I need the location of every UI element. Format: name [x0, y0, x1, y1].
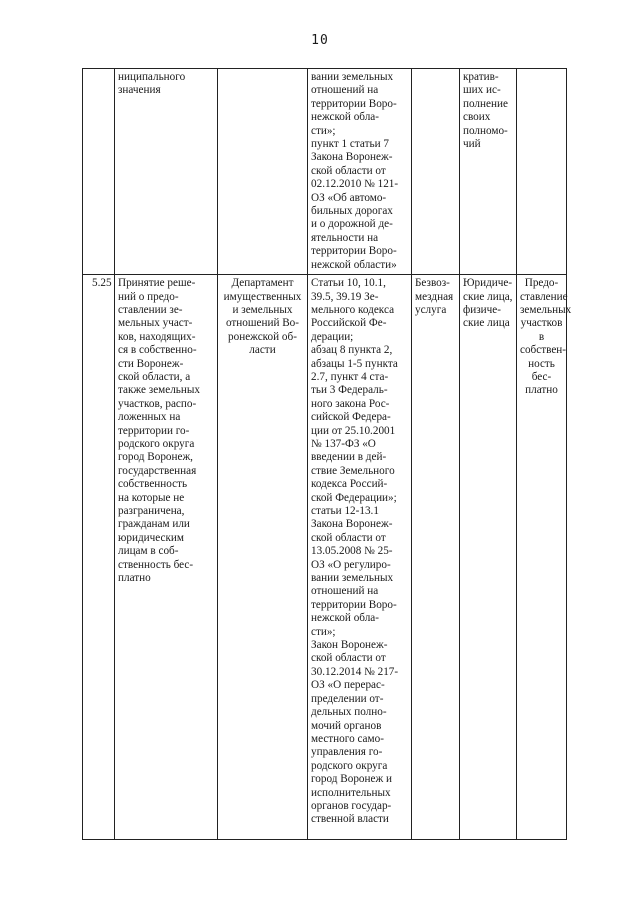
cell-payment: Безвоз- мездная услуга	[412, 275, 460, 840]
cell-department: Департамент имущественных и земельных отношений Во- ронежской об- ласти	[218, 275, 308, 840]
cell-recipients: кратив- ших ис- полнение своих полномо- чий	[460, 69, 517, 275]
cell-result	[517, 69, 567, 275]
cell-result: Предо- ставление земельных участков в собствен- ность бес- платно	[517, 275, 567, 840]
cell-service-name: ниципального значения	[115, 69, 218, 275]
table-row-continued	[83, 69, 567, 275]
services-table	[82, 68, 572, 840]
cell-legal-basis: Статьи 10, 10.1, 39.5, 39.19 Зе- мельного кодекса Российской Фе- дерации; абзац 8 пункта 2, абзацы 1-5 пункта 2.7, пункт 4 ста- тьи 3 Федераль- ного закона Рос- сийской Федера- ции от 25.10.2001 № 137-ФЗ «О введении в дей- ствие Земельного кодекса Россий- ской Федерации»; статьи 12-13.1 Закона Воронеж- ской области от 13.05.2008 № 25- ОЗ «О регулиро- вании земельных отношений на территории Воро- нежской обла- сти»; Закон Воронеж- ской области от 30.12.2014 № 217- ОЗ «О перерас- пределении от- дельных полно- мочий органов местного само- управления го- родского округа город Воронеж и исполнительных органов государ- ственной власти	[308, 275, 412, 840]
cell-no: 5.25	[83, 275, 115, 840]
cell-legal-basis: вании земельных отношений на территории Воро- нежской обла- сти»; пункт 1 статьи 7 Закона Воронеж- ской области от 02.12.2010 № 121- ОЗ «Об автомо- бильных дорогах и о дорожной де- ятельности на территории Воро- нежской области»	[308, 69, 412, 275]
table-row-5-25	[83, 275, 567, 840]
cell-service-name: Принятие реше- ний о предо- ставлении зе- мельных участ- ков, находящих- ся в собственно- сти Воронеж- ской области, а также земельных участков, распо- ложенных на территории го- родского округа город Воронеж, государственная собственность на которые не разграничена, гражданам или юридическим лицам в соб- ственность бес- платно	[115, 275, 218, 840]
cell-payment	[412, 69, 460, 275]
cell-no	[83, 69, 115, 275]
cell-department	[218, 69, 308, 275]
cell-recipients: Юридиче- ские лица, физиче- ские лица	[460, 275, 517, 840]
page-number: 10	[311, 33, 329, 48]
